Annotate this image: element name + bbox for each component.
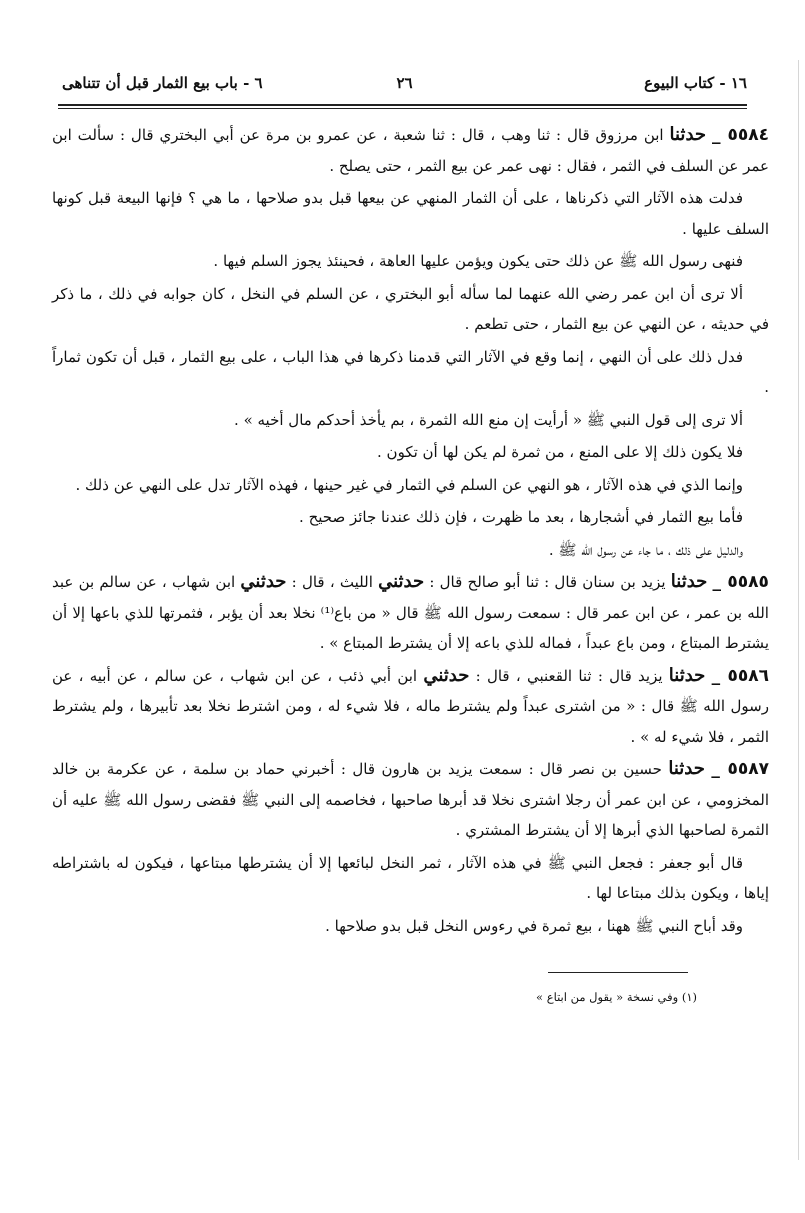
- hadith-number: ٥٥٨٤ _: [711, 125, 769, 145]
- hadith-text: الليث ، قال :: [291, 573, 373, 591]
- hadith-text: ابن أبي ذئب ، عن ابن شهاب ، عن سالم ، عن أبيه ، عن رسول الله ﷺ قال : « من اشترى عبداً ولم يشترط ماله ، فلا شيء له ، ومن اشترط نخلا بعد تأبيرها ، ولم يشترط الثمر ، فلا شيء له » .: [52, 666, 769, 746]
- hadith-text: ابن مرزوق قال : ثنا وهب ، قال : ثنا شعبة ، عن عمرو بن مرة عن أبي البختري قال : سألت ابن عمر عن السلف في الثمر ، فقال : نهى عمر عن بيع الثمر ، حتى يصلح .: [52, 126, 769, 175]
- hadith-5585: [52, 567, 769, 659]
- hadith-text: يزيد بن سنان قال : ثنا أبو صالح قال :: [429, 573, 666, 591]
- hadith-5586: [52, 661, 769, 753]
- header-rule: [58, 104, 747, 106]
- narration-keyword: حدثنا: [669, 124, 707, 145]
- narration-keyword: حدثنا: [668, 664, 706, 686]
- narration-keyword: حدثنا: [668, 758, 705, 779]
- hadith-5587: [52, 754, 769, 846]
- paragraph-5: ألا ترى إلى قول النبي ﷺ « أرأيت إن منع الله الثمرة ، بم يأخذ أحدكم مال أخيه » .: [234, 410, 743, 429]
- header-book-title: ١٦ - كتاب البيوع: [644, 74, 747, 92]
- hadith-text: حسين بن نصر قال : سمعت يزيد بن هارون قال : أخبرني حماد بن سلمة ، عن عكرمة بن خالد المخزومي ، عن ابن عمر أن رجلا اشترى نخلا قد أبرها صاحبها ، فخاصمه إلى النبي ﷺ فقضى رسول الله ﷺ عليه أن الثمرة لصاحبها الذي أبرها إلا أن يشترط المشتري .: [52, 760, 769, 839]
- header-rule-thin: [58, 108, 747, 109]
- footnote-rule: [548, 972, 688, 973]
- paragraph-3: ألا ترى أن ابن عمر رضي الله عنهما لما سأله أبو البختري ، عن السلم في النخل ، كان جوابه في ذلك ، ما ذكر في حديثه ، عن النهي عن بيع الثمار ، حتى تطعم .: [52, 284, 769, 333]
- hadith-number: ٥٥٨٧ _: [711, 759, 770, 779]
- header-page-number: ٢٦: [396, 74, 413, 92]
- hadith-text: يزيد قال : ثنا القعنبي ، قال :: [475, 666, 663, 685]
- hadith-5584: [52, 120, 769, 181]
- paragraph-1: فدلت هذه الآثار التي ذكرناها ، على أن الثمار المنهي عن بيعها قبل بدو صلاحها ، ما هي ؟ فإنها البيعة قبل كونها السلف عليها .: [52, 189, 769, 238]
- narration-keyword: حدثني: [378, 571, 425, 592]
- paragraph-6: فلا يكون ذلك إلا على المنع ، من ثمرة لم يكن لها أن تكون .: [377, 443, 743, 461]
- paragraph-7: وإنما الذي في هذه الآثار ، هو النهي عن السلم في الثمار في غير حينها ، فهذه الآثار تدل على النهي عن ذلك .: [75, 475, 743, 494]
- paragraph-11: وقد أباح النبي ﷺ ههنا ، بيع ثمرة في رءوس النخل قبل بدو صلاحها .: [325, 916, 743, 935]
- paragraph-9: والدليل على ذلك ، ما جاء عن رسول الله ﷺ .: [548, 540, 743, 559]
- paragraph-2: فنهى رسول الله ﷺ عن ذلك حتى يكون ويؤمن عليها العاهة ، فحينئذ يجوز السلم فيها .: [213, 252, 743, 270]
- header-chapter-title: ٦ - باب بيع الثمار قبل أن تتناهى: [62, 74, 263, 92]
- hadith-number: ٥٥٨٦ _: [711, 665, 769, 686]
- paragraph-4: فدل ذلك على أن النهي ، إنما وقع في الآثار التي قدمنا ذكرها في هذا الباب ، على بيع الثمار ، قبل أن تكون ثماراً .: [52, 347, 769, 396]
- hadith-text: ابن شهاب ، عن سالم بن عبد الله بن عمر ، عن ابن عمر قال : سمعت رسول الله ﷺ قال « من باع⁽¹⁾ نخلا بعد أن يؤبر ، فثمرتها للذي باعها إلا أن يشترط المبتاع ، ومن باع عبداً ، فماله للذي باعه إلا أن يشترط المبتاع » .: [52, 573, 769, 652]
- page-body: [52, 118, 769, 941]
- hadith-number: ٥٥٨٥ _: [712, 572, 769, 592]
- narration-keyword: حدثني: [240, 571, 287, 592]
- scan-edge-line: [798, 60, 799, 1160]
- narration-keyword: حدثني: [423, 664, 470, 686]
- paragraph-8: فأما بيع الثمار في أشجارها ، بعد ما ظهرت ، فإن ذلك عندنا جائز صحيح .: [299, 508, 743, 526]
- footnote: (١) وفي نسخة « يقول من ابتاع »: [536, 990, 697, 1004]
- paragraph-10: قال أبو جعفر : فجعل النبي ﷺ في هذه الآثار ، ثمر النخل لبائعها إلا أن يشترطها مبتاعها ، فيكون له باشتراطه إياها ، ويكون بذلك مبتاعا لها .: [52, 853, 769, 902]
- running-header: [62, 70, 747, 100]
- narration-keyword: حدثنا: [670, 571, 708, 592]
